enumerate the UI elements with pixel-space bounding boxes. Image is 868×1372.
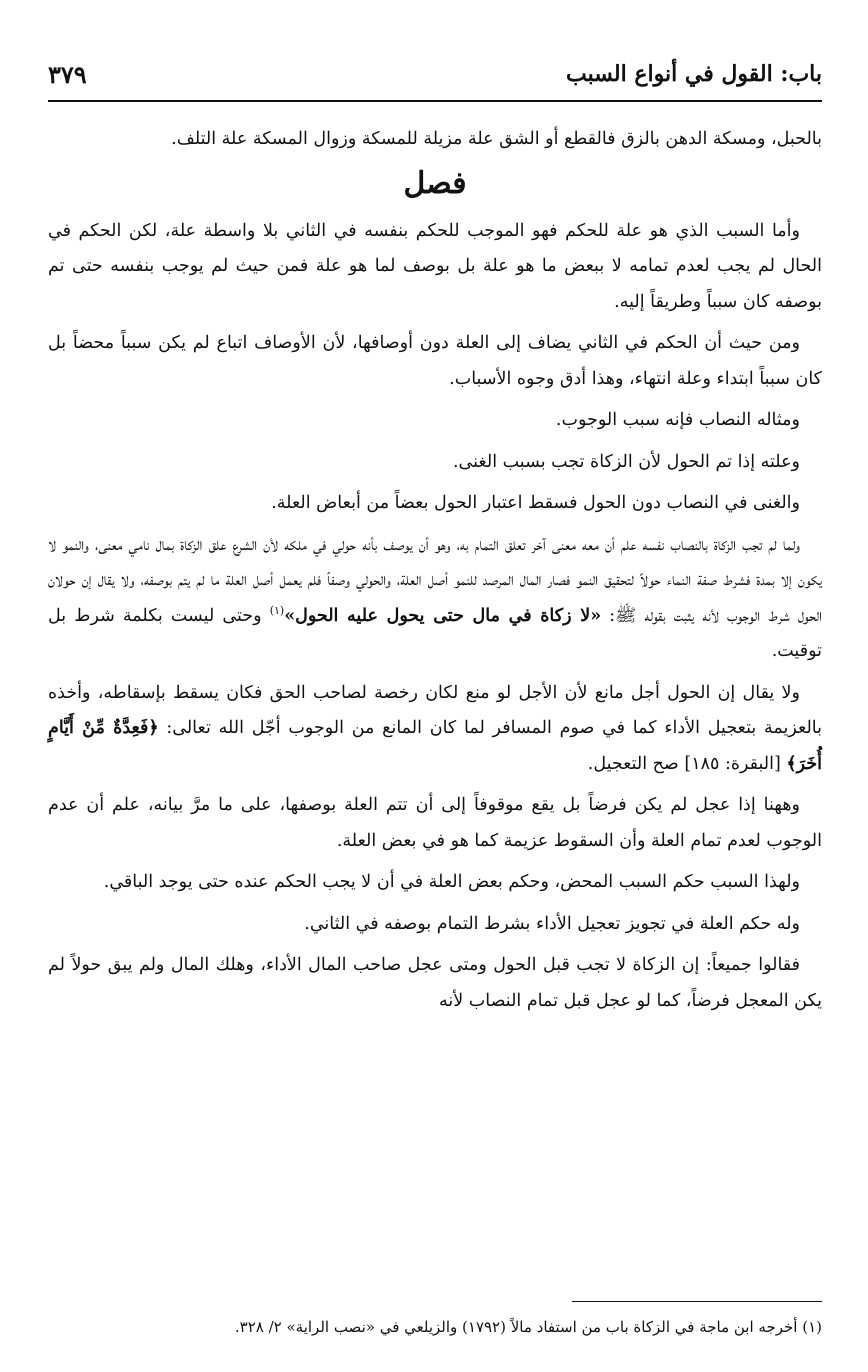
paragraph: ومثاله النصاب فإنه سبب الوجوب. [555,410,800,430]
paragraph: والغنى في النصاب دون الحول فسقط اعتبار الحول بعضاً من أبعاض العلة. [271,493,800,513]
paragraph-quran [48,676,822,783]
hadith-quote: «لا زكاة في مال حتى يحول عليه الحول» [284,605,602,626]
paragraph: فقالوا جميعاً: إن الزكاة لا تجب قبل الحول ومتى عجل صاحب المال الأداء، وهلك المال ولم يبق حولاً لم يكن المعجل فرضاً، كما لو عجل قبل تمام النصاب لأنه [48,955,822,1011]
footnote-marker: (١) [802,1318,822,1336]
paragraph: وله حكم العلة في تجويز تعجيل الأداء بشرط التمام بوصفه في الثاني. [304,913,800,934]
paragraph: وههنا إذا عجل لم يكن فرضاً بل يقع موقوفاً إلى أن تتم العلة بوصفها، على ما مرَّ بيانه، علم أن عدم الوجوب لعدم تمام العلة وأن السقوط عزيمة كما هو في بعض العلة. [48,795,822,851]
paragraph-text: [البقرة: ١٨٥] صح التعجيل. [587,753,787,774]
running-header [48,54,822,94]
paragraph-text: وحتى ليست بكلمة شرط بل توقيت. [48,605,822,661]
footnote-text: أخرجه ابن ماجة في الزكاة باب من استفاد مالاً (١٧٩٢) والزيلعي في «نصب الراية» ٢/ ٣٢٨. [234,1318,798,1336]
paragraph-text: ولا يقال إن الحول أجل مانع لأن الأجل لو منع لكان رخصة لصاحب الحق فكان يسقط بإسقاطه، وأخذه بالعزيمة بتعجيل الأداء كما في صوم المسافر لما كان المانع من الوجوب أجّل الله تعالى: [48,682,822,738]
quran-verse: ﴿فَعِدَّةٌ مِّنْ أَيَّامٍ أُخَرَ﴾ [48,718,822,774]
paragraph: وعلته إذا تم الحول لأن الزكاة تجب بسبب الغنى. [452,451,800,472]
section-heading: فصل [403,165,467,201]
footnote-reference: (١) [269,603,285,617]
page-number: ٣٧٩ [48,59,87,89]
main-text [48,122,822,1025]
book-page [48,44,822,1344]
chapter-title: باب: القول في أنواع السبب [566,61,822,87]
header-divider [48,100,822,102]
footnote [48,1314,822,1340]
paragraph: وأما السبب الذي هو علة للحكم فهو الموجب للحكم بنفسه في الثاني بلا واسطة علة، لكن الحكم في الحال لم يجب لعدم تمامه لا ببعض ما هو علة بل بوصف لما هو علة فمن حيث لم يوجب بنفسه حتى تم بوصفه كان سبباً وطريقاً إليه. [48,220,822,312]
paragraph: ولهذا السبب حكم السبب المحض، وحكم بعض العلة في أن لا يجب الحكم عنده حتى يوجد الباقي. [103,872,800,892]
footnote-divider [572,1301,822,1302]
paragraph-hadith [48,528,822,670]
paragraph: ومن حيث أن الحكم في الثاني يضاف إلى العلة دون أوصافها، لأن الأوصاف اتباع لم يكن سبباً محضاً بل كان سبباً ابتداء وعلة انتهاء، وهذا أدق وجوه الأسباب. [48,333,822,389]
paragraph: بالحبل، ومسكة الدهن بالزق فالقطع أو الشق علة مزيلة للمسكة وزوال المسكة علة التلف. [171,129,822,149]
paragraph-text: ولما لم تجب الزكاة بالنصاب نفسه علم أن معه معنى آخر تعلق التمام به، وهو أن يوصف بأنه حولي في ملكه لأن الشرع علق الزكاة بمال نامي معنى، والنمو لا يكون إلا بمدة فشرط صفة النماء حولاً لتحقيق النمو فصار المال المرصد للنمو أصل العلة، والحولي وصفاً فلم يعمل أصل العلة ما لم يتم بوصفه، ولا يقال إن حولان الحول شرط الوجوب لأنه يثبت بقوله ﷺ: [48,534,822,626]
